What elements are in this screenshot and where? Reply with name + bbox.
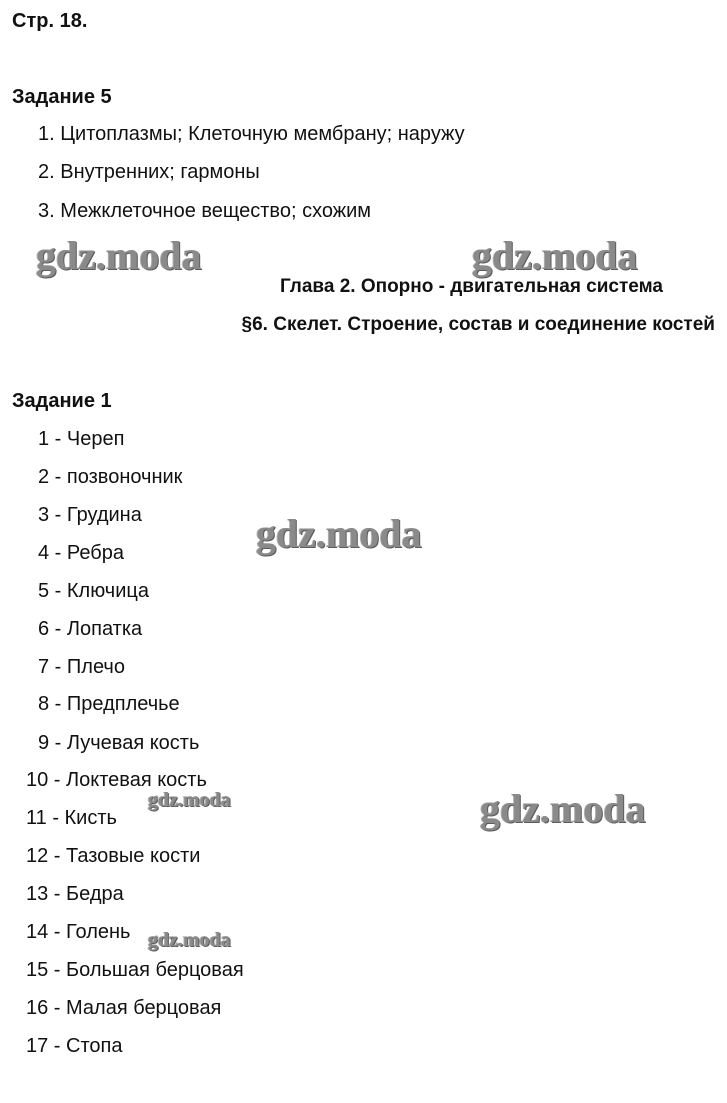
bone-list-item: 3 - Грудина <box>38 504 142 526</box>
bone-list-item: 9 - Лучевая кость <box>38 732 200 754</box>
bone-list-item: 4 - Ребра <box>38 542 124 564</box>
bone-list-item: 2 - позвоночник <box>38 466 183 488</box>
task-5-item-2: 2. Внутренних; гармоны <box>38 161 260 183</box>
bone-list-item: 7 - Плечо <box>38 656 125 678</box>
bone-list-item: 16 - Малая берцовая <box>26 997 222 1019</box>
watermark-logo: gdz.moda <box>36 233 202 278</box>
task-5-item-1: 1. Цитоплазмы; Клеточную мембрану; наружу <box>38 123 465 145</box>
bone-list-item: 15 - Большая берцовая <box>26 959 244 981</box>
bone-list-item: 11 - Кисть <box>26 807 117 829</box>
watermark-logo: gdz.moda <box>148 929 231 951</box>
bone-list-item: 13 - Бедра <box>26 883 124 905</box>
task-5-item-3: 3. Межклеточное вещество; схожим <box>38 200 372 222</box>
watermark-logo: gdz.moda <box>480 786 646 831</box>
bone-list-item: 8 - Предплечье <box>38 693 180 715</box>
bone-list-item: 14 - Голень <box>26 921 131 943</box>
watermark-logo: gdz.moda <box>256 511 422 556</box>
task-5-title: Задание 5 <box>12 86 112 108</box>
bone-list-item: 10 - Локтевая кость <box>26 769 207 791</box>
chapter-title: Глава 2. Опорно - двигательная система <box>279 276 663 297</box>
bone-list-item: 6 - Лопатка <box>38 618 143 640</box>
task-1-title: Задание 1 <box>12 390 112 412</box>
section-title: §6. Скелет. Строение, состав и соединение костей <box>241 314 715 335</box>
bone-list-item: 12 - Тазовые кости <box>26 845 201 867</box>
watermark-logo: gdz.moda <box>472 233 638 278</box>
bone-list-item: 5 - Ключица <box>38 580 149 602</box>
watermark-logo: gdz.moda <box>148 789 231 811</box>
page-reference: Стр. 18. <box>12 10 88 32</box>
bone-list-item: 1 - Череп <box>38 428 125 450</box>
bone-list-item: 17 - Стопа <box>26 1035 123 1057</box>
